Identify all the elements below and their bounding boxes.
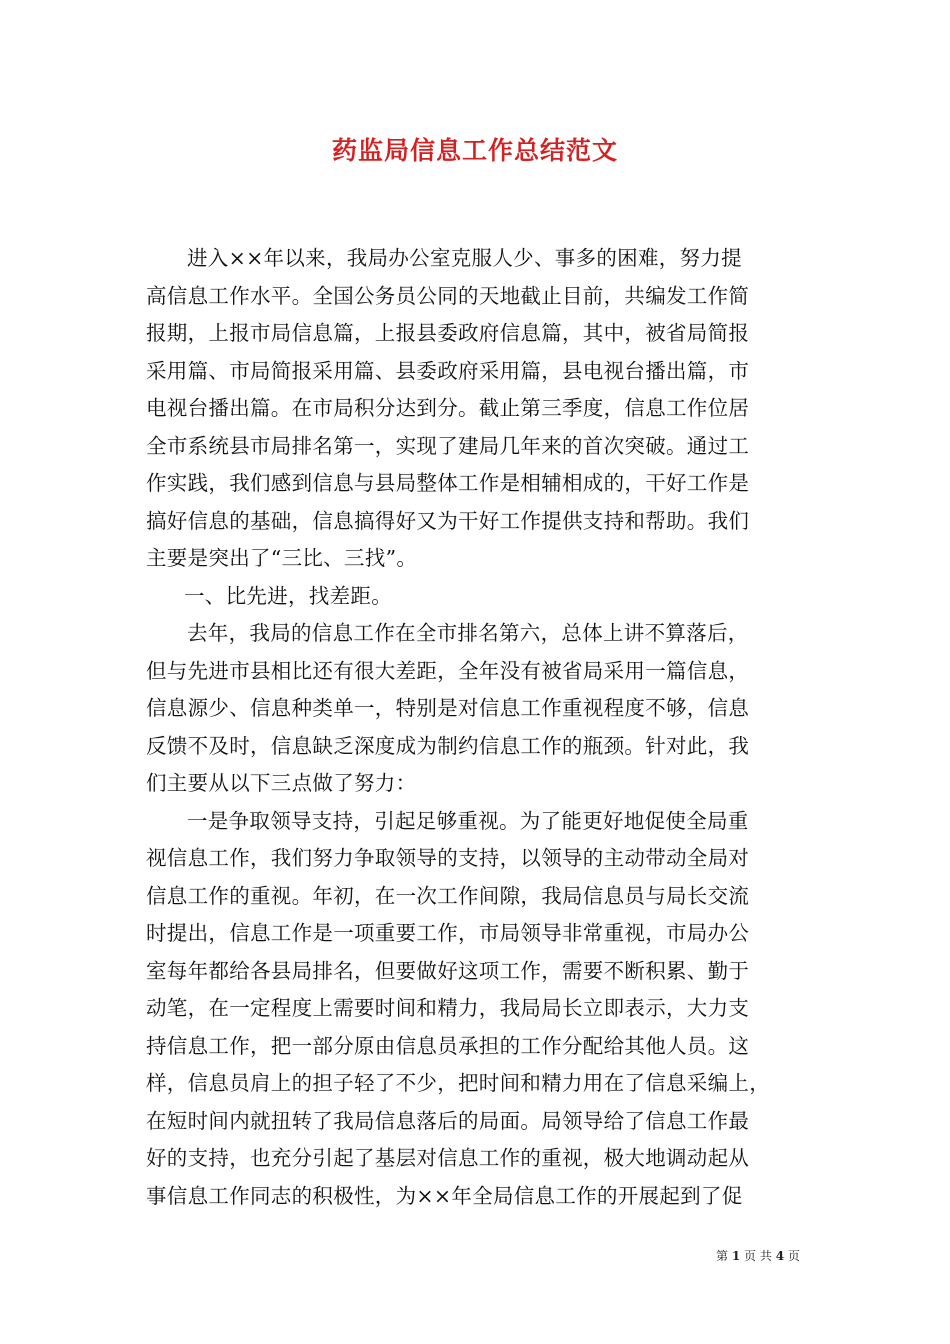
- text-line: 高信息工作水平。全国公务员公同的天地截止目前，共编发工作简: [146, 283, 750, 308]
- text-line: 事信息工作同志的积极性，为××年全局信息工作的开展起到了促: [146, 1183, 743, 1208]
- text-line: 一是争取领导支持，引起足够重视。为了能更好地促使全局重: [187, 808, 749, 833]
- text-line: 去年，我局的信息工作在全市排名第六，总体上讲不算落后，: [187, 621, 749, 645]
- footer-current-page: 1: [731, 1249, 741, 1263]
- footer-middle: 页 共: [744, 1249, 772, 1263]
- text-line: 动笔，在一定程度上需要时间和精力，我局局长立即表示，大力支: [146, 996, 750, 1020]
- page-number-footer: [716, 1247, 800, 1264]
- text-line: 采用篇、市局简报采用篇、县委政府采用篇，县电视台播出篇，市: [146, 358, 750, 383]
- text-line: 持信息工作，把一部分原由信息员承担的工作分配给其他人员。这: [146, 1033, 750, 1058]
- document-title: 药监局信息工作总结范文: [331, 136, 618, 165]
- text-line: 室每年都给各县局排名，但要做好这项工作，需要不断积累、勤于: [146, 958, 750, 983]
- text-line: 视信息工作，我们努力争取领导的支持，以领导的主动带动全局对: [146, 846, 750, 870]
- text-line: 们主要从以下三点做了努力：: [146, 771, 417, 795]
- text-line: 进入××年以来，我局办公室克服人少、事多的困难，努力提: [187, 246, 742, 270]
- text-line: 样，信息员肩上的担子轻了不少，把时间和精力用在了信息采编上，: [146, 1071, 770, 1095]
- text-line: 好的支持，也充分引起了基层对信息工作的重视，极大地调动起从: [146, 1146, 750, 1170]
- text-line: 作实践，我们感到信息与县局整体工作是相辅相成的，干好工作是: [146, 471, 750, 495]
- text-line: 反馈不及时，信息缺乏深度成为制约信息工作的瓶颈。针对此，我: [146, 733, 750, 758]
- text-line: 全市系统县市局排名第一，实现了建局几年来的首次突破。通过工: [146, 433, 750, 458]
- text-line: 时提出，信息工作是一项重要工作，市局领导非常重视，市局办公: [146, 921, 750, 945]
- document-body: [146, 240, 806, 1215]
- text-line: 信息工作的重视。年初，在一次工作间隙，我局信息员与局长交流: [146, 883, 750, 908]
- text-line: 在短时间内就扭转了我局信息落后的局面。局领导给了信息工作最: [146, 1108, 750, 1133]
- text-line: 搞好信息的基础，信息搞得好又为干好工作提供支持和帮助。我们: [146, 508, 750, 533]
- text-line: 但与先进市县相比还有很大差距，全年没有被省局采用一篇信息，: [146, 658, 750, 683]
- section-heading: 一、比先进，找差距。: [184, 583, 392, 608]
- text-line: 主要是突出了“三比、三找”。: [146, 546, 418, 570]
- footer-suffix: 页: [787, 1249, 800, 1263]
- text-line: 电视台播出篇。在市局积分达到分。截止第三季度，信息工作位居: [146, 396, 750, 420]
- footer-prefix: 第: [716, 1249, 729, 1263]
- text-line: 报期，上报市局信息篇，上报县委政府信息篇，其中，被省局简报: [146, 321, 750, 345]
- text-line: 信息源少、信息种类单一，特别是对信息工作重视程度不够，信息: [146, 696, 750, 720]
- footer-total-pages: 4: [775, 1249, 785, 1263]
